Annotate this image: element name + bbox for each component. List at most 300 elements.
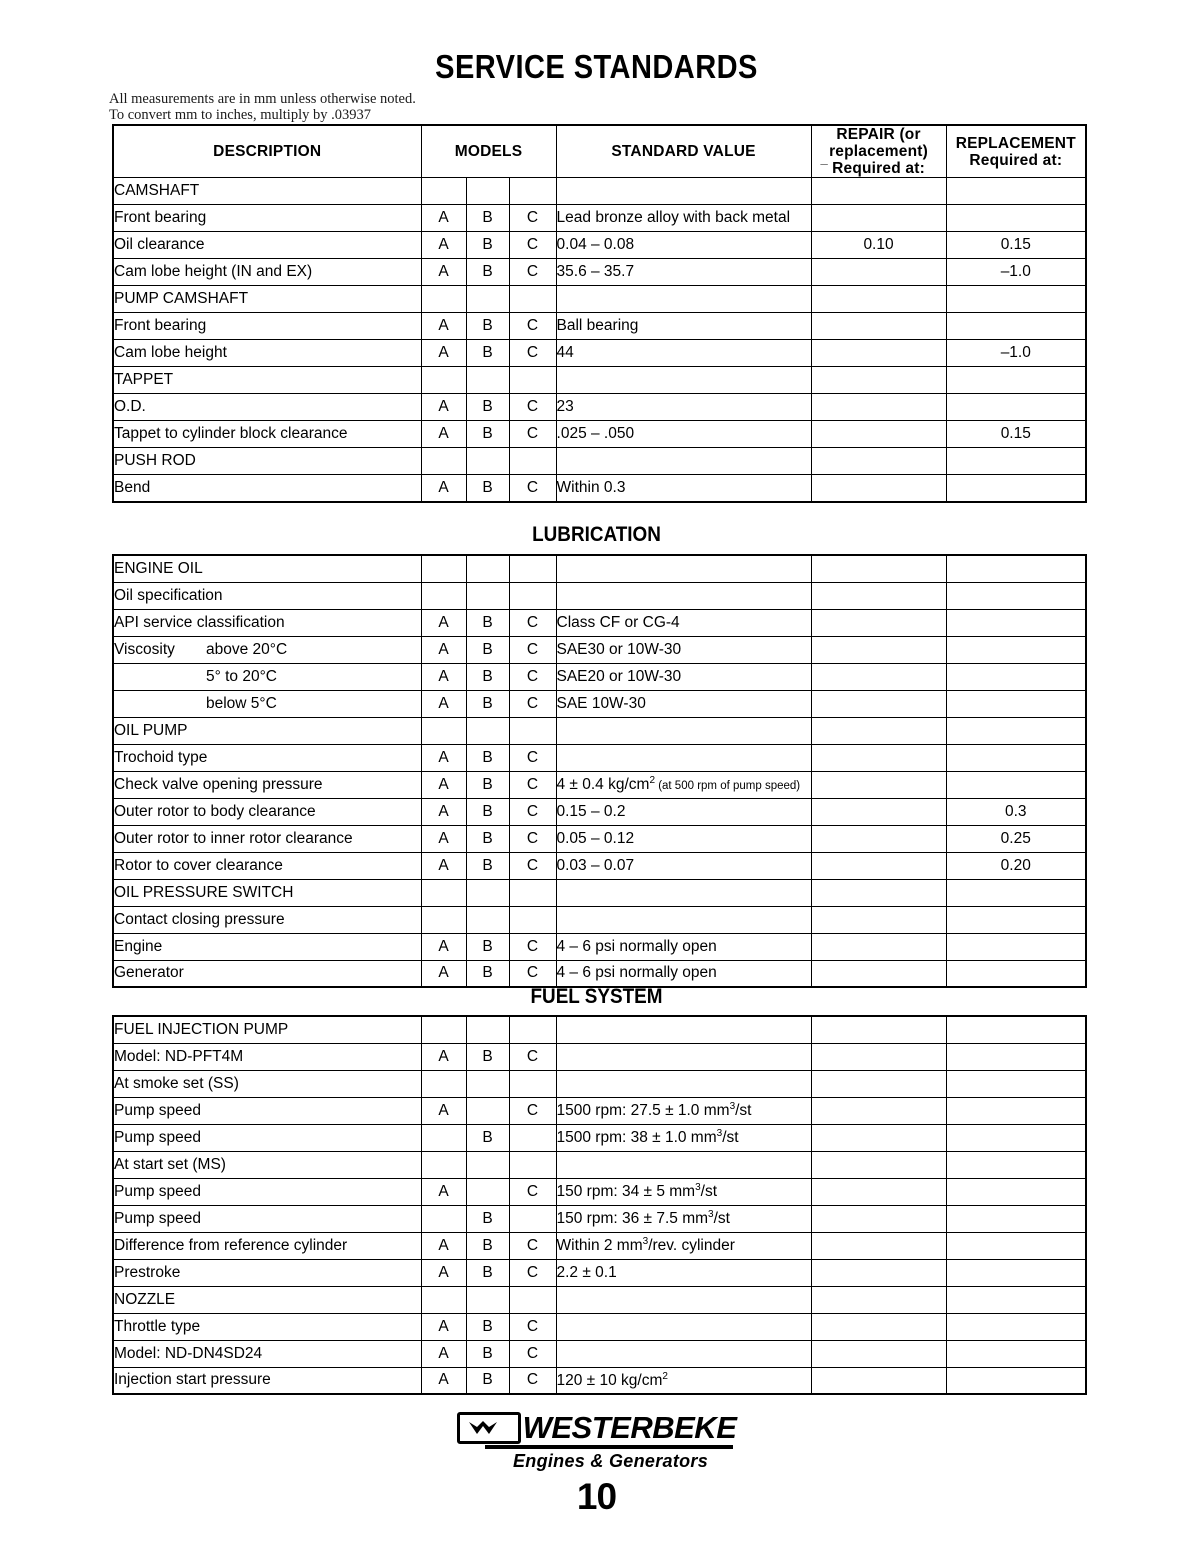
model-cell-a: A — [421, 205, 466, 232]
standard-value-cell: 23 — [556, 394, 811, 421]
repair-required-cell — [811, 286, 946, 313]
header-models: MODELS — [421, 125, 556, 178]
model-cell-c: C — [509, 313, 556, 340]
model-cell-c — [509, 1286, 556, 1313]
replacement-required-cell: 0.3 — [946, 798, 1086, 825]
row-description — [113, 663, 421, 690]
standard-value-cell — [556, 1151, 811, 1178]
table-row — [113, 259, 1086, 286]
standard-value-tail: /st — [713, 1210, 730, 1228]
replacement-required-cell: 0.20 — [946, 852, 1086, 879]
model-cell-b — [466, 1178, 509, 1205]
table-row — [113, 1367, 1086, 1394]
row-description: ENGINE OIL — [113, 555, 421, 582]
standard-value-tail: /st — [735, 1102, 752, 1120]
model-cell-b: B — [466, 852, 509, 879]
standard-value-cell — [556, 1313, 811, 1340]
repair-required-cell — [811, 1340, 946, 1367]
model-cell-a: A — [421, 232, 466, 259]
model-cell-a — [421, 367, 466, 394]
replacement-required-cell — [946, 205, 1086, 232]
table-row — [113, 879, 1086, 906]
standard-value-cell: SAE 10W-30 — [556, 690, 811, 717]
model-cell-a: A — [421, 1178, 466, 1205]
repair-required-cell — [811, 448, 946, 475]
repair-required-cell: 0.10 — [811, 232, 946, 259]
repair-required-cell — [811, 690, 946, 717]
model-cell-b — [466, 717, 509, 744]
model-cell-a — [421, 448, 466, 475]
table-row — [113, 286, 1086, 313]
replacement-required-cell: 0.15 — [946, 232, 1086, 259]
repair-required-cell — [811, 636, 946, 663]
repair-required-cell — [811, 259, 946, 286]
replacement-required-cell: 0.25 — [946, 825, 1086, 852]
note-line-1: All measurements are in mm unless otherwise noted. — [109, 91, 416, 107]
standard-value-main: 120 ± 10 kg/cm — [556, 1371, 663, 1389]
model-cell-a — [421, 286, 466, 313]
replacement-required-cell — [946, 1178, 1086, 1205]
model-cell-c: C — [509, 1043, 556, 1070]
row-description: TAPPET — [113, 367, 421, 394]
replacement-required-cell — [946, 744, 1086, 771]
model-cell-c — [509, 906, 556, 933]
model-cell-b — [466, 1016, 509, 1043]
standard-value-cell — [556, 1043, 811, 1070]
replacement-required-cell — [946, 1313, 1086, 1340]
row-description: Pump speed — [113, 1124, 421, 1151]
table-row — [113, 582, 1086, 609]
model-cell-b: B — [466, 636, 509, 663]
model-cell-b — [466, 286, 509, 313]
standard-value-exponent: 3 — [716, 1127, 723, 1139]
repair-required-cell — [811, 663, 946, 690]
model-cell-b: B — [466, 663, 509, 690]
model-cell-a — [421, 879, 466, 906]
model-cell-c: C — [509, 205, 556, 232]
standard-value-exponent: 3 — [708, 1208, 714, 1220]
standard-value-cell: Ball bearing — [556, 313, 811, 340]
table-row — [113, 1205, 1086, 1232]
standard-value-cell: Within 0.3 — [556, 475, 811, 502]
row-description: Tappet to cylinder block clearance — [113, 421, 421, 448]
table-body-lubrication — [113, 555, 1086, 987]
standard-value-cell: SAE30 or 10W-30 — [556, 636, 811, 663]
viscosity-label: Viscosity — [114, 640, 175, 658]
model-cell-a: A — [421, 1340, 466, 1367]
note-line-2: To convert mm to inches, multiply by .03937 — [109, 106, 371, 123]
standard-value-main: 1500 rpm: 38 ± 1.0 mm — [556, 1129, 717, 1147]
westerbeke-w-icon — [457, 1412, 521, 1444]
model-cell-b: B — [466, 421, 509, 448]
model-cell-b — [466, 367, 509, 394]
row-description: Contact closing pressure — [113, 906, 421, 933]
row-description: API service classification — [113, 609, 421, 636]
model-cell-c: C — [509, 744, 556, 771]
table-row — [113, 1178, 1086, 1205]
model-cell-b: B — [466, 1232, 509, 1259]
model-cell-a: A — [421, 421, 466, 448]
replacement-required-cell — [946, 1043, 1086, 1070]
model-cell-b: B — [466, 1124, 509, 1151]
replacement-required-cell — [946, 636, 1086, 663]
row-description: Oil specification — [113, 582, 421, 609]
standard-value-cell — [556, 1070, 811, 1097]
standard-value-tail: /rev. cylinder — [648, 1237, 735, 1255]
standard-value-cell: 0.05 – 0.12 — [556, 825, 811, 852]
model-cell-c — [509, 1016, 556, 1043]
table-row — [113, 1286, 1086, 1313]
model-cell-a: A — [421, 1259, 466, 1286]
table-row — [113, 798, 1086, 825]
model-cell-a: A — [421, 663, 466, 690]
table-body-fuel-system — [113, 1016, 1086, 1394]
model-cell-c — [509, 1070, 556, 1097]
replacement-required-cell — [946, 1259, 1086, 1286]
logo-underline — [485, 1445, 733, 1449]
replacement-required-cell — [946, 906, 1086, 933]
replacement-required-cell — [946, 1367, 1086, 1394]
replacement-required-cell — [946, 178, 1086, 205]
table-row — [113, 771, 1086, 798]
standard-value-cell — [556, 1124, 811, 1151]
table-row — [113, 717, 1086, 744]
model-cell-a: A — [421, 960, 466, 987]
standard-value-cell — [556, 367, 811, 394]
model-cell-b — [466, 555, 509, 582]
row-description — [113, 690, 421, 717]
row-description: PUMP CAMSHAFT — [113, 286, 421, 313]
viscosity-range: above 20°C — [206, 640, 288, 658]
repair-required-cell — [811, 744, 946, 771]
standard-value-cell: 2.2 ± 0.1 — [556, 1259, 811, 1286]
model-cell-c: C — [509, 1340, 556, 1367]
repair-required-cell — [811, 771, 946, 798]
model-cell-b: B — [466, 798, 509, 825]
standard-value-cell: 0.15 – 0.2 — [556, 798, 811, 825]
model-cell-a — [421, 717, 466, 744]
replacement-required-cell — [946, 286, 1086, 313]
header-repair-dash: _ — [820, 150, 828, 166]
table-row — [113, 636, 1086, 663]
model-cell-b: B — [466, 960, 509, 987]
model-cell-a — [421, 1151, 466, 1178]
replacement-required-cell — [946, 1124, 1086, 1151]
row-description: At smoke set (SS) — [113, 1070, 421, 1097]
repair-required-cell — [811, 421, 946, 448]
table-row — [113, 960, 1086, 987]
row-description: Cam lobe height — [113, 340, 421, 367]
table-row — [113, 744, 1086, 771]
model-cell-a: A — [421, 798, 466, 825]
viscosity-range: below 5°C — [206, 694, 277, 712]
replacement-required-cell — [946, 663, 1086, 690]
standard-value-cell — [556, 1205, 811, 1232]
model-cell-a: A — [421, 933, 466, 960]
replacement-required-cell — [946, 933, 1086, 960]
standard-value-exponent: 3 — [642, 1235, 649, 1247]
standard-value-cell: 35.6 – 35.7 — [556, 259, 811, 286]
standard-value-main: 4 ± 0.4 kg/cm — [556, 776, 650, 794]
standard-value-main: 1500 rpm: 27.5 ± 1.0 mm — [556, 1102, 730, 1120]
model-cell-c: C — [509, 609, 556, 636]
repair-required-cell — [811, 798, 946, 825]
repair-required-cell — [811, 1232, 946, 1259]
replacement-required-cell — [946, 394, 1086, 421]
repair-required-cell — [811, 178, 946, 205]
viscosity-label — [114, 668, 206, 686]
model-cell-c — [509, 879, 556, 906]
standard-value-cell: 44 — [556, 340, 811, 367]
model-cell-c: C — [509, 933, 556, 960]
table-row — [113, 340, 1086, 367]
table-row — [113, 1313, 1086, 1340]
model-cell-a: A — [421, 744, 466, 771]
model-cell-b: B — [466, 1340, 509, 1367]
repair-required-cell — [811, 367, 946, 394]
standard-value-cell — [556, 555, 811, 582]
standard-value-cell — [556, 286, 811, 313]
row-description: Model: ND-PFT4M — [113, 1043, 421, 1070]
header-replacement-line2: Required at: — [969, 151, 1063, 169]
table-row — [113, 1043, 1086, 1070]
model-cell-b — [466, 879, 509, 906]
measurement-notes — [109, 92, 416, 123]
page-footer — [0, 1412, 1193, 1518]
model-cell-b — [466, 1070, 509, 1097]
row-description: Prestroke — [113, 1259, 421, 1286]
standard-value-cell: SAE20 or 10W-30 — [556, 663, 811, 690]
repair-required-cell — [811, 906, 946, 933]
model-cell-b: B — [466, 1367, 509, 1394]
table-row — [113, 367, 1086, 394]
repair-required-cell — [811, 1151, 946, 1178]
row-description: Front bearing — [113, 205, 421, 232]
model-cell-c — [509, 448, 556, 475]
row-description: Throttle type — [113, 1313, 421, 1340]
table-header-row — [113, 125, 1086, 178]
model-cell-a — [421, 582, 466, 609]
viscosity-label — [114, 695, 206, 713]
model-cell-c: C — [509, 852, 556, 879]
model-cell-b: B — [466, 394, 509, 421]
standard-value-cell: 4 – 6 psi normally open — [556, 933, 811, 960]
row-description: NOZZLE — [113, 1286, 421, 1313]
model-cell-c: C — [509, 340, 556, 367]
table-row — [113, 1259, 1086, 1286]
repair-required-cell — [811, 852, 946, 879]
replacement-required-cell — [946, 960, 1086, 987]
standard-value-cell — [556, 717, 811, 744]
replacement-required-cell — [946, 582, 1086, 609]
table-fuel-system — [112, 1015, 1087, 1395]
repair-required-cell — [811, 475, 946, 502]
model-cell-c — [509, 717, 556, 744]
model-cell-c: C — [509, 1259, 556, 1286]
table-row — [113, 690, 1086, 717]
model-cell-b — [466, 1097, 509, 1124]
row-description: FUEL INJECTION PUMP — [113, 1016, 421, 1043]
repair-required-cell — [811, 205, 946, 232]
row-description: Cam lobe height (IN and EX) — [113, 259, 421, 286]
repair-required-cell — [811, 1124, 946, 1151]
model-cell-a: A — [421, 340, 466, 367]
standard-value-cell — [556, 1016, 811, 1043]
model-cell-c — [509, 1205, 556, 1232]
model-cell-a: A — [421, 771, 466, 798]
row-description: Pump speed — [113, 1205, 421, 1232]
model-cell-b: B — [466, 744, 509, 771]
row-description: CAMSHAFT — [113, 178, 421, 205]
standard-value-main: 150 rpm: 34 ± 5 mm — [556, 1183, 696, 1201]
repair-required-cell — [811, 1259, 946, 1286]
model-cell-b: B — [466, 771, 509, 798]
replacement-required-cell — [946, 879, 1086, 906]
row-description — [113, 636, 421, 663]
standard-value-cell — [556, 178, 811, 205]
standard-value-cell — [556, 1232, 811, 1259]
repair-required-cell — [811, 394, 946, 421]
model-cell-c — [509, 582, 556, 609]
row-description: OIL PUMP — [113, 717, 421, 744]
table-row — [113, 448, 1086, 475]
replacement-required-cell — [946, 1097, 1086, 1124]
section-heading-lubrication: LUBRICATION — [532, 523, 661, 546]
replacement-required-cell — [946, 1232, 1086, 1259]
table-row — [113, 609, 1086, 636]
row-description: Model: ND-DN4SD24 — [113, 1340, 421, 1367]
table-row — [113, 1097, 1086, 1124]
model-cell-b: B — [466, 609, 509, 636]
standard-value-cell: .025 – .050 — [556, 421, 811, 448]
standard-value-cell — [556, 879, 811, 906]
replacement-required-cell: –1.0 — [946, 259, 1086, 286]
row-description: Front bearing — [113, 313, 421, 340]
table-row — [113, 1232, 1086, 1259]
standard-value-cell: 0.04 – 0.08 — [556, 232, 811, 259]
repair-required-cell — [811, 1367, 946, 1394]
repair-required-cell — [811, 1016, 946, 1043]
model-cell-b: B — [466, 1205, 509, 1232]
header-repair-line3: Required at: — [832, 160, 925, 177]
model-cell-c: C — [509, 475, 556, 502]
standard-value-cell: 0.03 – 0.07 — [556, 852, 811, 879]
model-cell-b: B — [466, 313, 509, 340]
repair-required-cell — [811, 879, 946, 906]
header-standard-value: STANDARD VALUE — [556, 125, 811, 178]
row-description: O.D. — [113, 394, 421, 421]
model-cell-a: A — [421, 1367, 466, 1394]
repair-required-cell — [811, 582, 946, 609]
standard-value-exponent: 3 — [695, 1181, 701, 1193]
replacement-required-cell — [946, 1205, 1086, 1232]
standard-value-cell — [556, 744, 811, 771]
model-cell-b: B — [466, 1043, 509, 1070]
standard-value-tail: /st — [722, 1129, 739, 1147]
standard-value-main: Within 2 mm — [556, 1237, 643, 1255]
table-row — [113, 1340, 1086, 1367]
model-cell-a — [421, 1070, 466, 1097]
standard-value-exponent: 2 — [649, 774, 655, 786]
model-cell-b: B — [466, 933, 509, 960]
replacement-required-cell — [946, 1151, 1086, 1178]
model-cell-b — [466, 178, 509, 205]
model-cell-a: A — [421, 1043, 466, 1070]
header-repair — [811, 125, 946, 178]
standard-value-cell — [556, 582, 811, 609]
repair-required-cell — [811, 1286, 946, 1313]
model-cell-c: C — [509, 232, 556, 259]
replacement-required-cell — [946, 1016, 1086, 1043]
model-cell-b: B — [466, 1313, 509, 1340]
model-cell-a — [421, 1286, 466, 1313]
replacement-required-cell — [946, 555, 1086, 582]
standard-value-cell — [556, 1340, 811, 1367]
table-row — [113, 825, 1086, 852]
repair-required-cell — [811, 313, 946, 340]
repair-required-cell — [811, 1097, 946, 1124]
model-cell-c: C — [509, 960, 556, 987]
model-cell-a: A — [421, 1313, 466, 1340]
table-row — [113, 1070, 1086, 1097]
model-cell-b — [466, 1151, 509, 1178]
replacement-required-cell — [946, 1070, 1086, 1097]
standard-value-cell — [556, 1286, 811, 1313]
model-cell-b — [466, 582, 509, 609]
standard-value-cell — [556, 771, 811, 798]
row-description: Outer rotor to inner rotor clearance — [113, 825, 421, 852]
standard-value-cell: Class CF or CG-4 — [556, 609, 811, 636]
model-cell-b: B — [466, 475, 509, 502]
model-cell-c — [509, 367, 556, 394]
table-row — [113, 475, 1086, 502]
model-cell-c: C — [509, 1367, 556, 1394]
model-cell-c: C — [509, 690, 556, 717]
standard-value-cell — [556, 1097, 811, 1124]
table-row — [113, 555, 1086, 582]
standard-value-cell: 4 – 6 psi normally open — [556, 960, 811, 987]
standard-value-main: 150 rpm: 36 ± 7.5 mm — [556, 1210, 709, 1228]
standard-value-note: (at 500 rpm of pump speed) — [655, 780, 801, 793]
table-service-standards — [112, 124, 1087, 503]
model-cell-a: A — [421, 690, 466, 717]
standard-value-cell — [556, 448, 811, 475]
table-row — [113, 394, 1086, 421]
repair-required-cell — [811, 960, 946, 987]
row-description: Bend — [113, 475, 421, 502]
table-row — [113, 178, 1086, 205]
table-row — [113, 421, 1086, 448]
header-repair-line1: REPAIR (or — [836, 126, 921, 143]
standard-value-tail: /st — [700, 1183, 718, 1201]
model-cell-a — [421, 1124, 466, 1151]
model-cell-c: C — [509, 663, 556, 690]
westerbeke-logo — [457, 1412, 737, 1444]
standard-value-exponent: 2 — [662, 1370, 668, 1382]
model-cell-c — [509, 555, 556, 582]
row-description: Generator — [113, 960, 421, 987]
model-cell-b: B — [466, 690, 509, 717]
table-row — [113, 313, 1086, 340]
replacement-required-cell — [946, 771, 1086, 798]
table-row — [113, 232, 1086, 259]
page-number: 10 — [576, 1476, 617, 1517]
model-cell-a — [421, 906, 466, 933]
model-cell-b — [466, 906, 509, 933]
row-description: Check valve opening pressure — [113, 771, 421, 798]
row-description: Pump speed — [113, 1097, 421, 1124]
row-description: Injection start pressure — [113, 1367, 421, 1394]
